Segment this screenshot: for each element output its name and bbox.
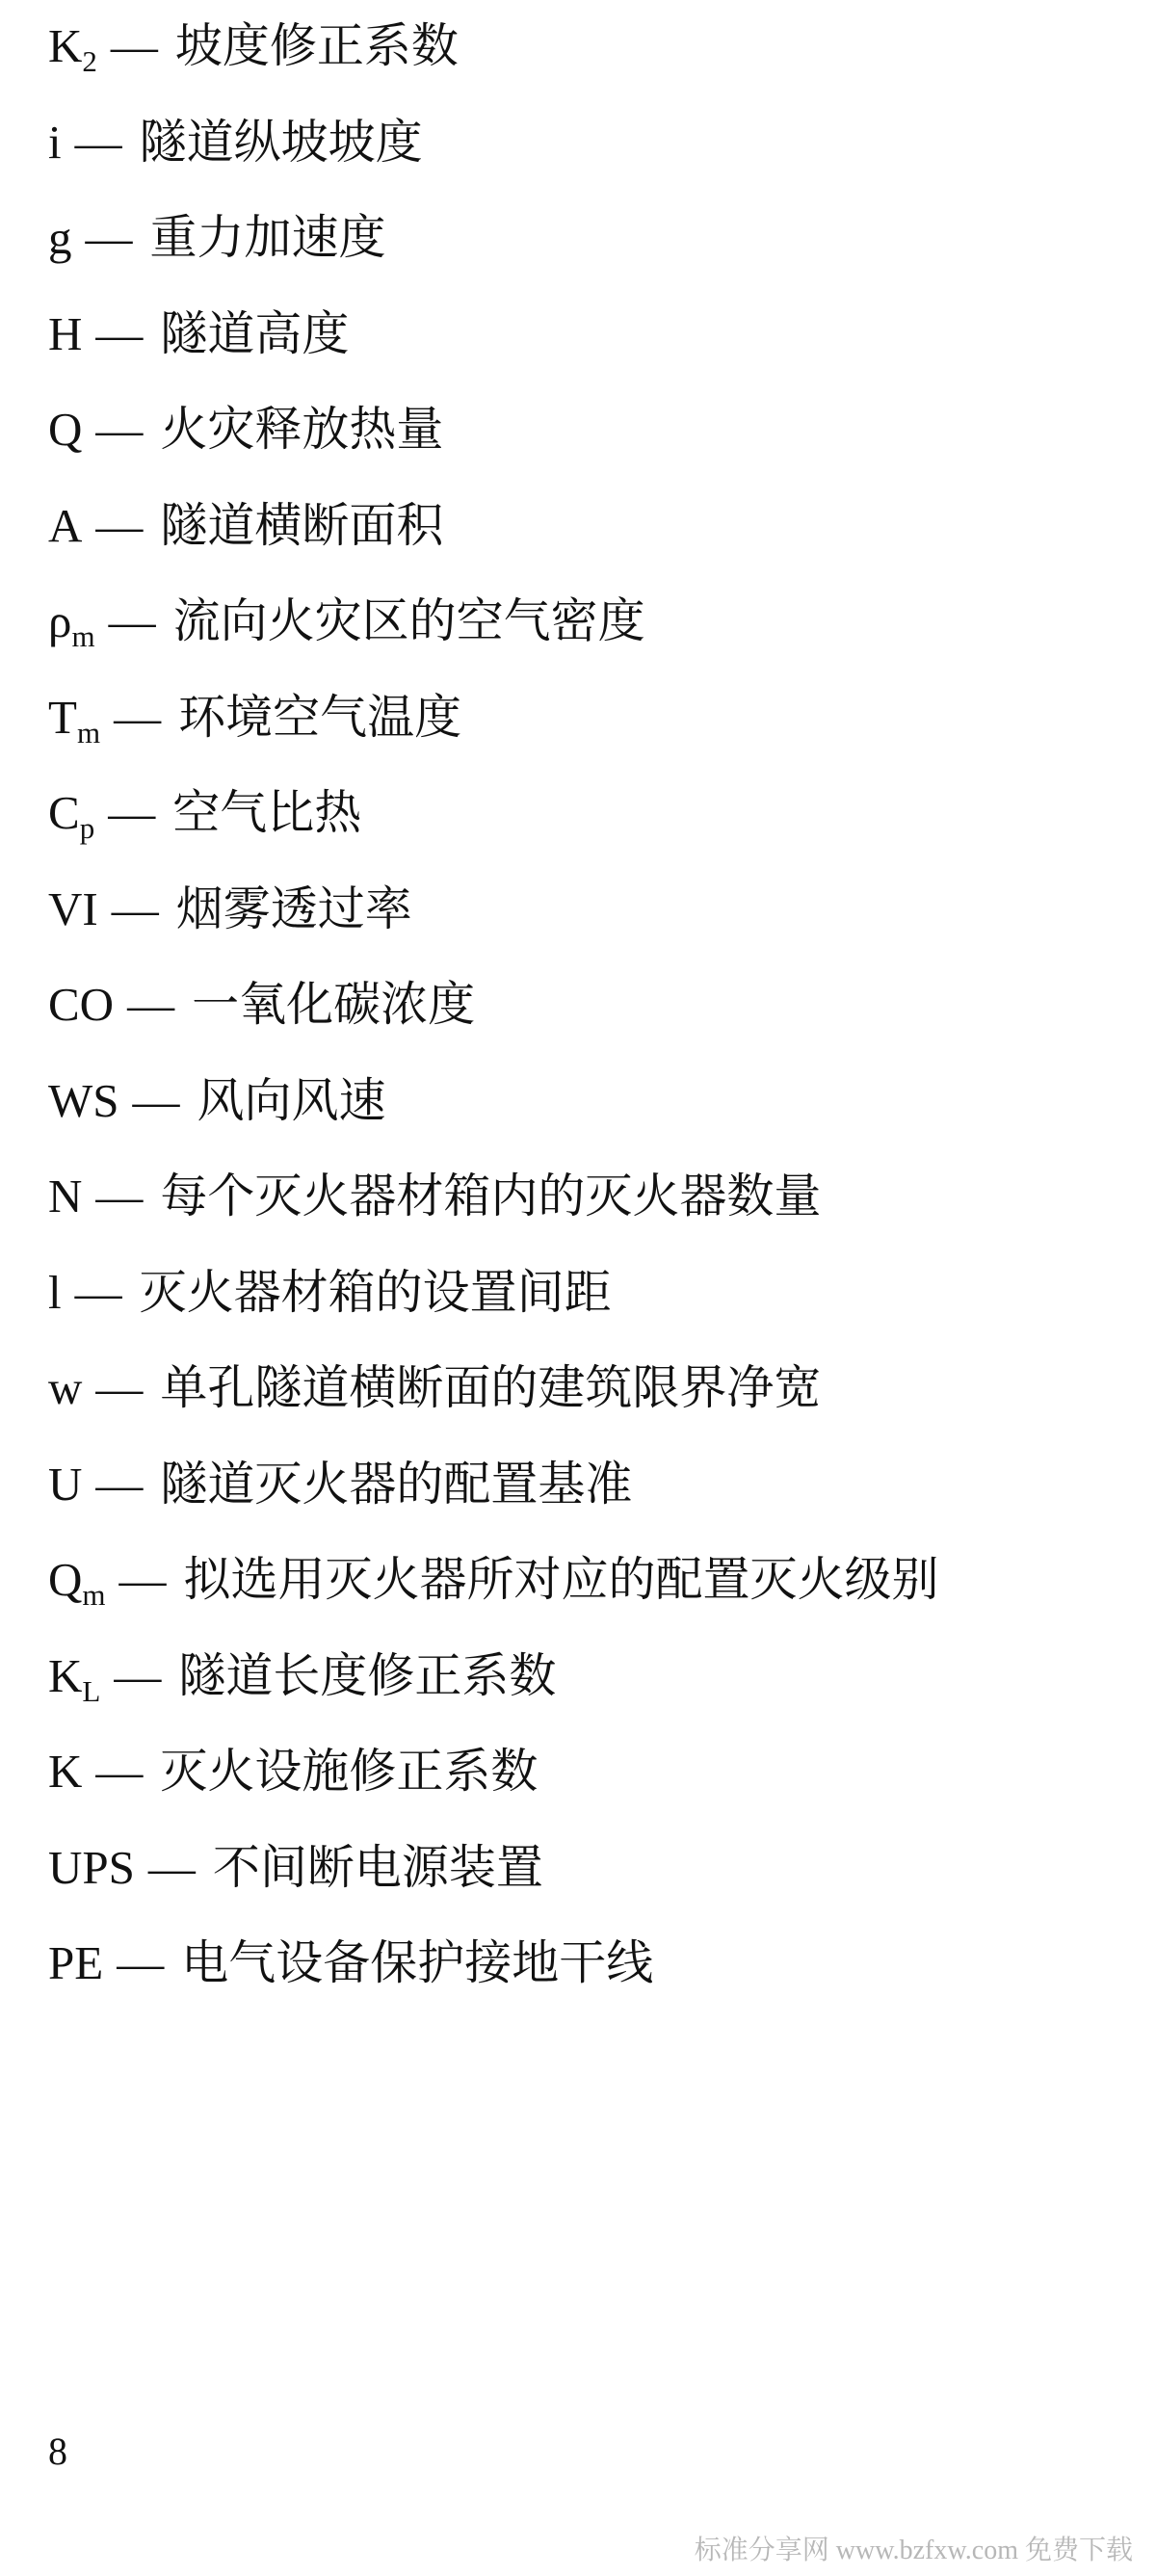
symbol-term	[48, 1932, 103, 1994]
symbol-subscript: p	[79, 811, 95, 845]
symbol-description: 灭火设施修正系数	[160, 1745, 539, 1798]
symbol-term	[48, 1549, 106, 1611]
symbol-description: 坡度修正系数	[174, 19, 459, 72]
em-dash: —	[95, 1170, 144, 1222]
em-dash: —	[117, 1936, 165, 1989]
symbol-base: K	[48, 1745, 83, 1798]
symbol-row	[48, 974, 939, 1070]
symbol-term	[48, 782, 94, 844]
symbol-description: 拟选用灭火器所对应的配置灭火级别	[183, 1553, 939, 1606]
symbol-description: 隧道长度修正系数	[178, 1648, 557, 1702]
em-dash: —	[108, 786, 156, 839]
symbol-subscript: L	[82, 1673, 101, 1708]
symbol-description: 隧道高度	[160, 306, 350, 360]
symbol-description: 烟雾透过率	[175, 881, 412, 935]
symbol-base: ρ	[48, 594, 72, 647]
em-dash: —	[127, 978, 175, 1031]
symbol-term	[48, 1645, 100, 1707]
symbol-row	[48, 303, 939, 400]
symbol-base: VI	[48, 881, 98, 935]
symbol-row	[48, 1166, 939, 1262]
em-dash: —	[132, 1073, 180, 1127]
symbol-term	[48, 687, 100, 749]
symbol-row	[48, 1454, 939, 1550]
symbol-row	[48, 782, 939, 879]
symbol-row	[48, 207, 939, 303]
symbol-base: CO	[48, 978, 115, 1031]
symbol-term	[48, 495, 82, 557]
symbol-base: UPS	[48, 1840, 135, 1894]
symbol-description: 流向火灾区的空气密度	[172, 594, 645, 647]
symbol-term	[48, 1454, 82, 1515]
symbol-term	[48, 1070, 119, 1132]
symbol-description: 隧道灭火器的配置基准	[160, 1457, 633, 1511]
em-dash: —	[95, 1745, 144, 1798]
page-number: 8	[48, 2430, 67, 2473]
symbol-term	[48, 591, 95, 652]
symbol-row	[48, 112, 939, 208]
symbol-base: WS	[48, 1073, 119, 1127]
symbol-base: l	[48, 1265, 62, 1319]
em-dash: —	[111, 881, 159, 935]
symbol-base: Q	[48, 1553, 83, 1606]
symbol-row	[48, 1262, 939, 1358]
symbol-row	[48, 1357, 939, 1454]
symbol-list	[48, 15, 939, 2029]
em-dash: —	[118, 1553, 167, 1606]
symbol-term	[48, 303, 82, 365]
symbol-base: T	[48, 690, 77, 744]
symbol-description: 电气设备保护接地干线	[181, 1936, 654, 1989]
symbol-term	[48, 1741, 82, 1802]
symbol-row	[48, 1645, 939, 1742]
em-dash: —	[85, 211, 133, 264]
symbol-description: 空气比热	[172, 786, 362, 839]
em-dash: —	[74, 115, 122, 169]
symbol-term	[48, 1166, 82, 1227]
em-dash: —	[108, 594, 156, 647]
em-dash: —	[114, 1648, 162, 1702]
symbol-description: 火灾释放热量	[160, 403, 444, 456]
em-dash: —	[74, 1265, 122, 1319]
symbol-base: g	[48, 211, 72, 264]
symbol-row	[48, 1070, 939, 1167]
symbol-term	[48, 399, 82, 460]
symbol-row	[48, 399, 939, 495]
symbol-base: A	[48, 498, 83, 552]
symbol-row	[48, 591, 939, 687]
symbol-term	[48, 112, 62, 173]
symbol-base: i	[48, 115, 62, 169]
symbol-base: H	[48, 306, 83, 360]
symbol-description: 灭火器材箱的设置间距	[139, 1265, 612, 1319]
symbol-description: 隧道纵坡坡度	[139, 115, 423, 169]
symbol-base: U	[48, 1457, 83, 1511]
symbol-term	[48, 1837, 135, 1899]
symbol-subscript: m	[82, 1578, 106, 1612]
em-dash: —	[95, 1361, 144, 1414]
symbol-description: 不间断电源装置	[212, 1840, 543, 1894]
em-dash: —	[114, 690, 162, 744]
symbol-row	[48, 687, 939, 783]
symbol-description: 重力加速度	[149, 211, 386, 264]
symbol-base: w	[48, 1361, 83, 1414]
symbol-term	[48, 1357, 82, 1419]
symbol-description: 隧道横断面积	[160, 498, 444, 552]
symbol-base: K	[48, 1648, 83, 1702]
symbol-term	[48, 974, 114, 1036]
symbol-term	[48, 879, 98, 940]
symbol-term	[48, 1262, 62, 1324]
em-dash: —	[95, 498, 144, 552]
symbol-row	[48, 879, 939, 975]
symbol-description: 一氧化碳浓度	[192, 978, 476, 1031]
em-dash: —	[110, 19, 158, 72]
symbol-row	[48, 1837, 939, 1933]
symbol-description: 风向风速	[197, 1073, 386, 1127]
em-dash: —	[95, 1457, 144, 1511]
symbol-row	[48, 1549, 939, 1645]
symbol-row	[48, 495, 939, 591]
em-dash: —	[147, 1840, 196, 1894]
symbol-description: 环境空气温度	[178, 690, 462, 744]
symbol-description: 每个灭火器材箱内的灭火器数量	[160, 1170, 822, 1222]
symbol-row	[48, 1741, 939, 1837]
symbol-subscript: 2	[82, 44, 97, 78]
symbol-row	[48, 1932, 939, 2029]
symbol-subscript: m	[71, 619, 95, 653]
symbol-base: N	[48, 1170, 83, 1222]
watermark-text: 标准分享网 www.bzfxw.com 免费下载	[694, 2536, 1133, 2565]
em-dash: —	[95, 403, 144, 456]
symbol-term	[48, 15, 97, 77]
em-dash: —	[95, 306, 144, 360]
symbol-base: Q	[48, 403, 83, 456]
symbol-description: 单孔隧道横断面的建筑限界净宽	[160, 1361, 822, 1414]
symbol-base: C	[48, 786, 80, 839]
symbol-term	[48, 207, 72, 269]
symbol-subscript: m	[76, 715, 101, 749]
symbol-row	[48, 15, 939, 112]
symbol-base: K	[48, 19, 83, 72]
symbol-base: PE	[48, 1936, 104, 1989]
